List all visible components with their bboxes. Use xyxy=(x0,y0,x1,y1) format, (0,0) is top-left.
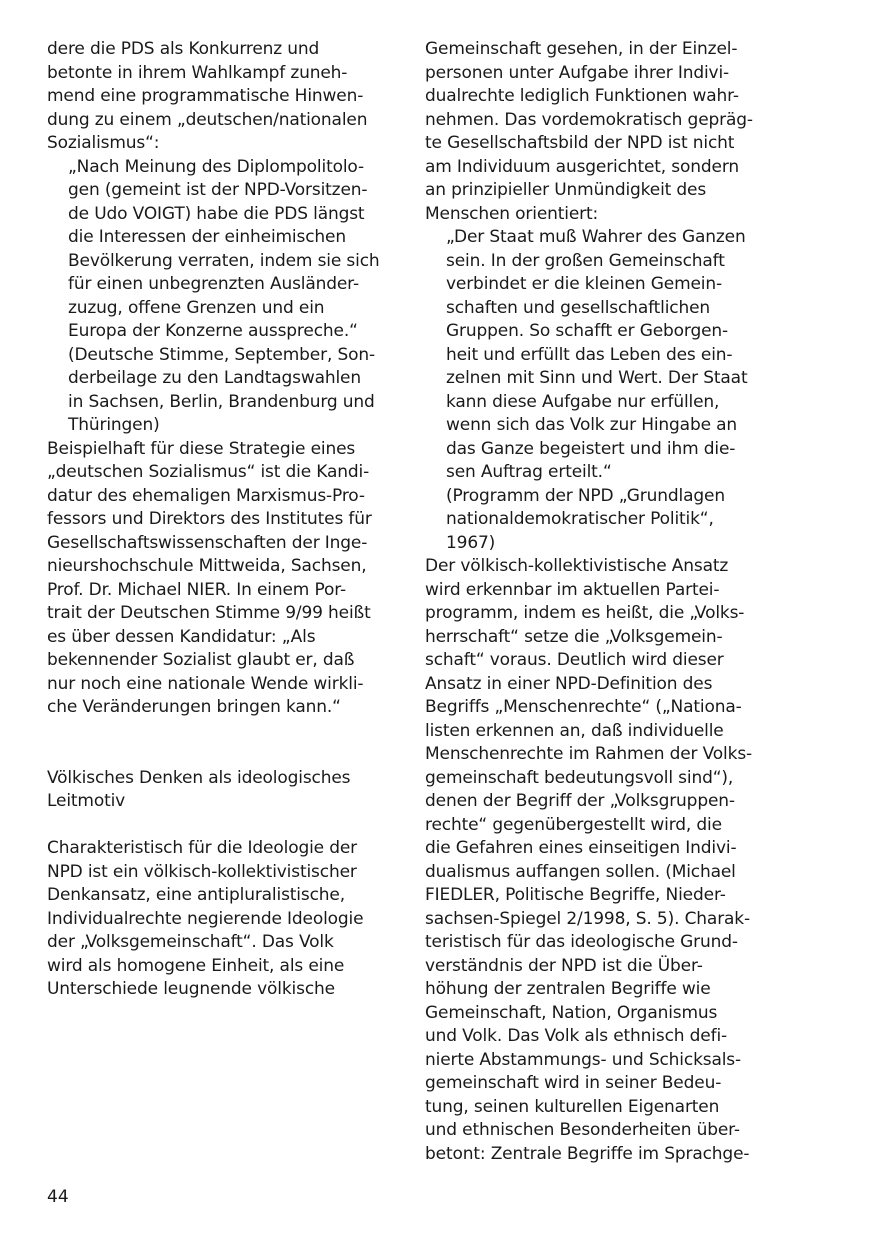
quote-line: (Programm der NPD „Grundlagen xyxy=(446,485,725,506)
text-line: nierte Abstammungs- und Schicksals- xyxy=(425,1049,741,1070)
spacer xyxy=(47,720,397,767)
text-line: programm, indem es heißt, die „Volks- xyxy=(425,603,745,623)
section-heading xyxy=(47,767,397,814)
text-line: Charakteristisch für die Ideologie der xyxy=(47,838,358,858)
text-line: und ethnischen Besonderheiten über- xyxy=(425,1120,740,1140)
quote-line: nationaldemokratischer Politik“, xyxy=(446,509,714,529)
text-line: Ansatz in einer NPD-Definition des xyxy=(425,673,713,694)
quote-line: das Ganze begeistert und ihm die- xyxy=(446,438,736,459)
quote-line: schaften und gesellschaftlichen xyxy=(446,297,711,318)
text-line: die Gefahren eines einseitigen Indivi- xyxy=(425,838,737,858)
text-line: an prinzipieller Unmündigkeit des xyxy=(425,180,707,200)
quote-line: für einen unbegrenzten Ausländer- xyxy=(68,274,359,294)
text-line: che Veränderungen bringen kann.“ xyxy=(47,697,341,717)
quote-line: in Sachsen, Berlin, Brandenburg und xyxy=(68,391,375,412)
text-line: nieurshochschule Mittweida, Sachsen, xyxy=(47,556,367,576)
text-line: te Gesellschaftsbild der NPD ist nicht xyxy=(425,133,735,153)
quote-line: sein. In der großen Gemeinschaft xyxy=(446,250,725,271)
right-column xyxy=(425,38,775,1166)
text-line: mend eine programmatische Hinwen- xyxy=(47,86,364,106)
quote-line: wenn sich das Volk zur Hingabe an xyxy=(446,415,738,435)
text-line: dung zu einem „deutschen/nationalen xyxy=(47,109,368,130)
left-body-paragraph xyxy=(47,438,397,720)
text-line: wird als homogene Einheit, als eine xyxy=(47,955,345,976)
text-line: Prof. Dr. Michael NIER. In einem Por- xyxy=(47,579,346,600)
text-line: gemeinschaft wird in seiner Bedeu- xyxy=(425,1073,722,1093)
text-line: Gemeinschaft gesehen, in der Einzel- xyxy=(425,39,738,59)
text-line: Menschen orientiert: xyxy=(425,203,599,224)
text-line: höhung der zentralen Begriffe wie xyxy=(425,979,711,999)
heading-line: Völkisches Denken als ideologisches xyxy=(47,767,351,788)
text-line: betont: Zentrale Begriffe im Sprachge- xyxy=(425,1143,750,1164)
text-line: listen erkennen an, daß individuelle xyxy=(425,720,724,741)
quote-line: „Nach Meinung des Diplompolitolo- xyxy=(68,156,364,177)
quote-line: de Udo VOIGT) habe die PDS längst xyxy=(68,203,365,224)
right-intro-paragraph xyxy=(425,38,775,226)
right-body-paragraph xyxy=(425,555,775,1166)
quote-line: (Deutsche Stimme, September, Son- xyxy=(68,344,375,365)
text-line: dualrechte lediglich Funktionen wahr- xyxy=(425,86,739,106)
text-line: teristisch für das ideologische Grund- xyxy=(425,932,738,952)
quote-line: die Interessen der einheimischen xyxy=(68,227,346,247)
text-line: Individualrechte negierende Ideologie xyxy=(47,908,364,929)
quote-line: heit und erfüllt das Leben des ein- xyxy=(446,344,733,365)
right-block-quote xyxy=(425,226,775,555)
page-number: 44 xyxy=(47,1187,69,1207)
quote-line: gen (gemeint ist der NPD-Vorsitzen- xyxy=(68,180,368,200)
quote-line: „Der Staat muß Wahrer des Ganzen xyxy=(446,227,746,247)
text-line: nur noch eine nationale Wende wirkli- xyxy=(47,673,364,694)
text-line: sachsen-Spiegel 2/1998, S. 5). Charak- xyxy=(425,908,750,929)
text-line: am Individuum ausgerichtet, sondern xyxy=(425,156,739,177)
text-line: und Volk. Das Volk als ethnisch defi- xyxy=(425,1026,728,1046)
text-line: trait der Deutschen Stimme 9/99 heißt xyxy=(47,603,371,623)
text-line: fessors und Direktors des Institutes für xyxy=(47,509,372,529)
text-line: „deutschen Sozialismus“ ist die Kandi- xyxy=(47,462,370,482)
text-line: Gesellschaftswissenschaften der Inge- xyxy=(47,532,368,553)
text-line: Sozialismus“: xyxy=(47,133,160,153)
text-line: herrschaft“ setze die „Volksgemein- xyxy=(425,626,723,647)
quote-line: Europa der Konzerne ausspreche.“ xyxy=(68,321,358,341)
left-column xyxy=(47,38,397,1002)
left-section-paragraph xyxy=(47,837,397,1002)
text-line: datur des ehemaligen Marxismus-Pro- xyxy=(47,485,365,506)
quote-line: kann diese Aufgabe nur erfüllen, xyxy=(446,391,720,412)
text-line: denen der Begriff der „Volksgruppen- xyxy=(425,791,735,811)
quote-line: zuzug, offene Grenzen und ein xyxy=(68,297,325,318)
quote-line: zelnen mit Sinn und Wert. Der Staat xyxy=(446,368,748,388)
text-line: Gemeinschaft, Nation, Organismus xyxy=(425,1002,718,1023)
quote-line: Thüringen) xyxy=(68,415,160,435)
quote-line: 1967) xyxy=(446,532,496,553)
text-line: dualismus auffangen sollen. (Michael xyxy=(425,861,736,882)
quote-line: Gruppen. So schafft er Geborgen- xyxy=(446,321,729,341)
left-block-quote xyxy=(47,156,397,438)
text-line: gemeinschaft bedeutungsvoll sind“), xyxy=(425,767,734,788)
text-line: es über dessen Kandidatur: „Als xyxy=(47,626,316,647)
text-line: betonte in ihrem Wahlkampf zuneh- xyxy=(47,62,348,83)
heading-line: Leitmotiv xyxy=(47,791,126,811)
text-line: NPD ist ein völkisch-kollektivistischer xyxy=(47,861,357,882)
text-line: der „Volksgemeinschaft“. Das Volk xyxy=(47,932,334,952)
spacer xyxy=(47,814,397,838)
quote-line: Bevölkerung verraten, indem sie sich xyxy=(68,250,380,271)
text-line: nehmen. Das vordemokratisch gepräg- xyxy=(425,109,753,130)
text-line: FIEDLER, Politische Begriffe, Nieder- xyxy=(425,885,726,905)
quote-line: sen Auftrag erteilt.“ xyxy=(446,462,612,482)
text-line: bekennender Sozialist glaubt er, daß xyxy=(47,650,355,670)
text-line: Beispielhaft für diese Strategie eines xyxy=(47,438,356,459)
text-line: wird erkennbar im aktuellen Partei- xyxy=(425,579,720,600)
text-line: schaft“ voraus. Deutlich wird dieser xyxy=(425,650,724,670)
text-line: Unterschiede leugnende völkische xyxy=(47,979,335,999)
text-line: Menschenrechte im Rahmen der Volks- xyxy=(425,744,753,764)
left-intro-paragraph xyxy=(47,38,397,156)
text-line: dere die PDS als Konkurrenz und xyxy=(47,39,320,59)
text-line: tung, seinen kulturellen Eigenarten xyxy=(425,1096,720,1117)
text-line: personen unter Aufgabe ihrer Indivi- xyxy=(425,62,730,83)
text-line: verständnis der NPD ist die Über- xyxy=(425,955,703,976)
quote-line: verbindet er die kleinen Gemein- xyxy=(446,274,722,294)
text-line: rechte“ gegenübergestellt wird, die xyxy=(425,814,722,835)
text-line: Denkansatz, eine antipluralistische, xyxy=(47,885,345,905)
text-line: Der völkisch-kollektivistische Ansatz xyxy=(425,556,729,576)
quote-line: derbeilage zu den Landtagswahlen xyxy=(68,368,361,388)
text-line: Begriffs „Menschenrechte“ („Nationa- xyxy=(425,697,742,717)
